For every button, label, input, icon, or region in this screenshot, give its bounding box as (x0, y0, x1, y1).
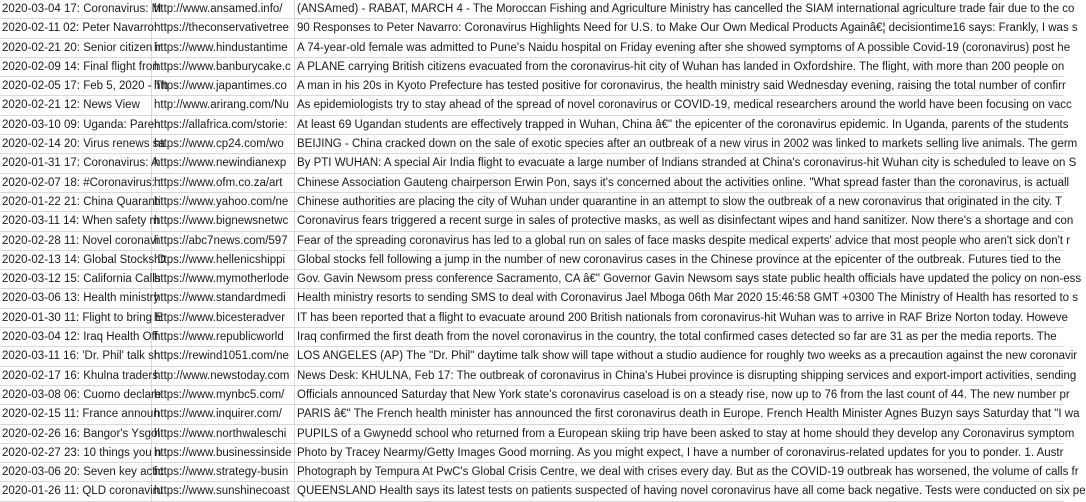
table-row (0, 58, 1064, 77)
date-title-cell[interactable]: 2020-02-27 23: 10 things you n (0, 444, 152, 462)
table-row (0, 39, 1071, 58)
table-row (0, 289, 1079, 308)
table-row (0, 405, 1080, 424)
date-title-cell[interactable]: 2020-03-08 06: Cuomo declare (0, 386, 152, 404)
url-cell[interactable]: https://www.newindianexp (152, 154, 295, 172)
date-title-cell[interactable]: 2020-02-15 11: France announ (0, 405, 152, 423)
url-cell[interactable]: https://www.businessinside (152, 444, 295, 462)
url-cell[interactable]: http://www.ansamed.info/ (152, 0, 295, 18)
text-cell[interactable]: A PLANE carrying British citizens evacuated from the coronavirus-hit city of Wuhan has landed in Oxfordshire. The flight, with more than 200 people on (297, 60, 1065, 73)
table-row (0, 444, 1064, 463)
table-row (0, 96, 1072, 115)
date-title-cell[interactable]: 2020-03-11 16: 'Dr. Phil' talk sh (0, 347, 152, 365)
text-cell[interactable]: A 74-year-old female was admitted to Pune's Naidu hospital on Friday evening after she showed symptoms of A possible Covid-19 (coronavirus) post he (297, 41, 1071, 54)
date-title-cell[interactable]: 2020-03-06 20: Seven key actic (0, 463, 152, 481)
table-row (0, 116, 1069, 135)
url-cell[interactable]: https://www.mymotherlode (152, 270, 295, 288)
table-row (0, 0, 1075, 19)
table-row (0, 482, 1086, 501)
text-cell[interactable]: A man in his 20s in Kyoto Prefecture has tested positive for coronavirus, the health ministry said Wednesday evening, raising the total number of confirr (297, 80, 1066, 93)
url-cell[interactable]: https://www.strategy-busin (152, 463, 295, 481)
table-row (0, 463, 1079, 482)
text-cell[interactable]: News Desk: KHULNA, Feb 17: The outbreak of coronavirus in China's Hubei province is disrupting shipping services and export-import activities, sending (297, 369, 1077, 382)
date-title-cell[interactable]: 2020-02-05 17: Feb 5, 2020 - Th (0, 77, 152, 95)
date-title-cell[interactable]: 2020-02-13 14: Global Stocks D (0, 251, 152, 269)
text-cell[interactable]: Iraq confirmed the first death from the novel coronavirus in the country, the total confirmed cases detected so far are 31 as per the media reports. The (297, 331, 1057, 344)
url-cell[interactable]: https://www.mynbc5.com/ (152, 386, 295, 404)
date-title-cell[interactable]: 2020-02-21 20: Senior citizen ir (0, 39, 152, 57)
table-row (0, 367, 1077, 386)
date-title-cell[interactable]: 2020-02-21 12: News View (0, 96, 152, 114)
table-row (0, 425, 1075, 444)
url-cell[interactable]: https://abc7news.com/597 (152, 232, 295, 250)
text-cell[interactable]: Photo by Tracey Nearmy/Getty Images Good morning. As you might expect, I have a number of coronavirus-related updates for you to ponder. 1. Austr (297, 446, 1064, 459)
table-row (0, 154, 1077, 173)
url-cell[interactable]: https://www.ofm.co.za/art (152, 174, 295, 192)
url-cell[interactable]: https://allafrica.com/storie: (152, 116, 295, 134)
date-title-cell[interactable]: 2020-03-06 13: Health ministry (0, 289, 152, 307)
url-cell[interactable]: http://www.newstoday.com (152, 367, 295, 385)
date-title-cell[interactable]: 2020-03-12 15: California Calls (0, 270, 152, 288)
url-cell[interactable]: https://www.cp24.com/wo (152, 135, 295, 153)
table-row (0, 328, 1064, 347)
url-cell[interactable]: https://www.republicworld (152, 328, 295, 346)
table-row (0, 212, 1074, 231)
url-cell[interactable]: https://www.banburycake.c (152, 58, 295, 76)
text-cell[interactable]: IT has been reported that a flight to evacuate around 200 British nationals from coronavirus-hit Wuhan was to arrive in RAF Brize Norton today. Howeve (297, 311, 1068, 324)
date-title-cell[interactable]: 2020-03-04 17: Coronavirus: M (0, 0, 152, 18)
date-title-cell[interactable]: 2020-01-26 11: QLD coronaviru (0, 482, 152, 500)
text-cell[interactable]: QUEENSLAND Health says its latest tests on patients suspected of having novel coronavirus have all come back negative. Tests were conducted on six pe (297, 485, 1086, 498)
url-cell[interactable]: https://www.japantimes.co (152, 77, 295, 95)
text-cell[interactable]: Health ministry resorts to sending SMS to deal with Coronavirus Jael Mboga 06th Mar 2020 15:46:58 GMT +0300 The Ministry of Health has resorted to s (297, 292, 1079, 305)
text-cell[interactable]: Gov. Gavin Newsom press conference Sacramento, CA â€" Governor Gavin Newsom says state public health officials have updated the policy on non-ess (297, 273, 1082, 286)
url-cell[interactable]: https://www.hindustantime (152, 39, 295, 57)
date-title-cell[interactable]: 2020-03-10 09: Uganda: Paren (0, 116, 152, 134)
text-cell[interactable]: As epidemiologists try to stay ahead of the spread of novel coronavirus or COVID-19, medical researchers around the world have been focusing on vacc (297, 99, 1072, 112)
date-title-cell[interactable]: 2020-01-30 11: Flight to bring E (0, 309, 152, 327)
url-cell[interactable]: https://www.northwaleschi (152, 425, 295, 443)
table-row (0, 347, 1078, 366)
date-title-cell[interactable]: 2020-02-17 16: Khulna traders (0, 367, 152, 385)
date-title-cell[interactable]: 2020-01-31 17: Coronavirus: A (0, 154, 152, 172)
text-cell[interactable]: Coronavirus fears triggered a recent surge in sales of protective masks, as well as disinfectant wipes and hand sanitizer. Now there's a shortage and con (297, 215, 1074, 228)
date-title-cell[interactable]: 2020-03-04 12: Iraq Health Off (0, 328, 152, 346)
text-cell[interactable]: PUPILS of a Gwynedd school who returned from a European skiing trip have been asked to stay at home should they develop any Coronavirus symptom (297, 427, 1075, 440)
url-cell[interactable]: https://rewind1051.com/ne (152, 347, 295, 365)
text-cell[interactable]: BEIJING - China cracked down on the sale of exotic species after an outbreak of a new virus in 2002 was linked to markets selling live animals. The germ (297, 138, 1078, 151)
date-title-cell[interactable]: 2020-02-07 18: #Coronavirus: : (0, 174, 152, 192)
text-cell[interactable]: Officials announced Saturday that New York state's coronavirus caseload is on a steady rise, now up to 76 from the last count of 44. The new number pr (297, 388, 1070, 401)
table-row (0, 174, 1070, 193)
table-row (0, 135, 1078, 154)
url-cell[interactable]: https://www.sunshinecoast (152, 482, 295, 500)
date-title-cell[interactable]: 2020-02-14 20: Virus renews sa (0, 135, 152, 153)
url-cell[interactable]: https://www.yahoo.com/ne (152, 193, 295, 211)
url-cell[interactable]: https://theconservativetree (152, 19, 295, 37)
table-row (0, 193, 1064, 212)
url-cell[interactable]: https://www.bicesteradver (152, 309, 295, 327)
table-row (0, 19, 1078, 38)
date-title-cell[interactable]: 2020-01-22 21: China Quaranti (0, 193, 152, 211)
text-cell[interactable]: PARIS â€" The French health minister has announced the first coronavirus death in Europe. French Health Minister Agnes Buzyn says Saturday that "I wa (297, 408, 1080, 421)
url-cell[interactable]: https://www.bignewsnetwc (152, 212, 295, 230)
text-cell[interactable]: LOS ANGELES (AP) The "Dr. Phil" daytime talk show will tape without a studio audience for roughly two weeks as a precaution against the new coronavir (297, 350, 1078, 363)
text-cell[interactable]: At least 69 Ugandan students are effectively trapped in Wuhan, China â€" the epicenter of the coronavirus epidemic. In Uganda, parents of the students (297, 118, 1069, 131)
url-cell[interactable]: https://www.hellenicshippi (152, 251, 295, 269)
text-cell[interactable]: Global stocks fell following a jump in the number of new coronavirus cases in the Chinese province at the epicenter of the outbreak. Futures tied to the (297, 253, 1061, 266)
url-cell[interactable]: https://www.inquirer.com/ (152, 405, 295, 423)
text-cell[interactable]: 90 Responses to Peter Navarro: Coronavirus Highlights Need for U.S. to Make Our Own Medical Products Againâ€¦ decisiontime16 says: Frankly, I was s (297, 22, 1078, 35)
text-cell[interactable]: Fear of the spreading coronavirus has led to a global run on sales of face masks despite medical experts' advice that most people who aren't sick don't r (297, 234, 1071, 247)
date-title-cell[interactable]: 2020-03-11 14: When safety m (0, 212, 152, 230)
table-row (0, 77, 1064, 96)
table-row (0, 232, 1071, 251)
text-cell[interactable]: Chinese Association Gauteng chairperson Erwin Pon, says it's concerned about the activities online. "What spread faster than the coronavirus, is actuall (297, 176, 1070, 189)
url-cell[interactable]: http://www.arirang.com/Nu (152, 96, 295, 114)
text-cell[interactable]: Photograph by Tempura At PwC's Global Crisis Centre, we deal with crises every day. But as the COVID-19 outbreak has worsened, the volume of calls fr (297, 466, 1079, 479)
text-cell[interactable]: Chinese authorities are placing the city of Wuhan under quarantine in an attempt to slow the outbreak of a new coronavirus that originated in the city. T (297, 195, 1063, 208)
text-cell[interactable]: (ANSAmed) - RABAT, MARCH 4 - The Moroccan Fishing and Agriculture Ministry has cancelled the SIAM international agriculture trade fair due to the co (297, 3, 1075, 15)
date-title-cell[interactable]: 2020-02-28 11: Novel coronavi (0, 232, 152, 250)
table-row (0, 309, 1068, 328)
table-row (0, 251, 1064, 270)
url-cell[interactable]: https://www.standardmedi (152, 289, 295, 307)
date-title-cell[interactable]: 2020-02-11 02: Peter Navarro: (0, 19, 152, 37)
date-title-cell[interactable]: 2020-02-09 14: Final flight fron (0, 58, 152, 76)
table-row (0, 270, 1082, 289)
date-title-cell[interactable]: 2020-02-26 16: Bangor's Ysgol (0, 425, 152, 443)
text-cell[interactable]: By PTI WUHAN: A special Air India flight to evacuate a large number of Indians stranded at China's coronavirus-hit Wuhan city is scheduled to leave on S (297, 157, 1077, 170)
table-row (0, 386, 1070, 405)
